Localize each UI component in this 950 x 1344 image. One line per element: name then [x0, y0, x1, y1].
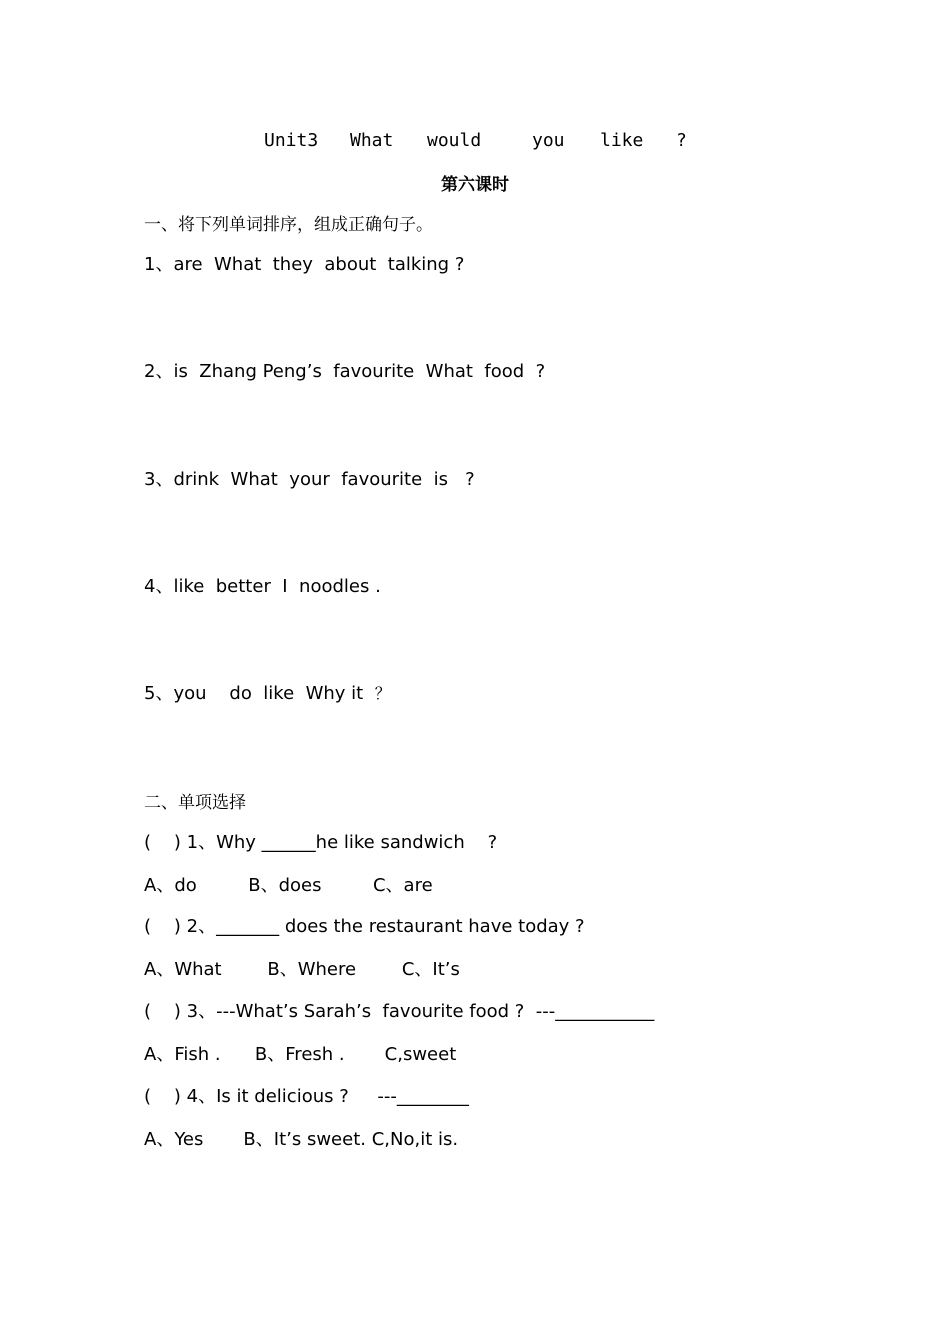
choice-question-3: ( ) 3、---What’s Sarah’s favourite food ? ---___________ [144, 1001, 655, 1022]
title-word-would: would [427, 130, 482, 151]
reorder-item-1: 1、are What they about talking ? [144, 254, 465, 275]
section-2-heading: 二、单项选择 [144, 793, 246, 813]
section-1-heading: 一、将下列单词排序，组成正确句子。 [144, 215, 433, 235]
choice-question-4: ( ) 4、Is it delicious ? ---________ [144, 1086, 469, 1107]
title-question-mark: ? [676, 130, 687, 151]
title-word-you: you [532, 130, 565, 151]
title-word-unit: Unit3 [264, 130, 319, 151]
choice-options-3: A、Fish . B、Fresh . C,sweet [144, 1044, 457, 1065]
choice-options-1: A、do B、does C、are [144, 875, 433, 896]
reorder-item-5-text: 5、you do like Why it [144, 683, 375, 704]
choice-options-2: A、What B、Where C、It’s [144, 959, 460, 980]
reorder-item-5 [144, 683, 391, 705]
reorder-item-5-mark: ？ [374, 684, 391, 703]
choice-question-1: ( ) 1、Why ______he like sandwich ? [144, 832, 498, 853]
choice-options-4: A、Yes B、It’s sweet. C,No,it is. [144, 1129, 459, 1150]
title-word-what: What [350, 130, 394, 151]
reorder-item-4: 4、like better I noodles . [144, 576, 381, 597]
choice-question-2: ( ) 2、_______ does the restaurant have today ? [144, 916, 585, 937]
title-word-like: like [600, 130, 644, 151]
reorder-item-2: 2、is Zhang Peng’s favourite What food ? [144, 361, 546, 382]
reorder-item-3: 3、drink What your favourite is ? [144, 469, 475, 490]
lesson-subtitle: 第六课时 [441, 175, 509, 195]
